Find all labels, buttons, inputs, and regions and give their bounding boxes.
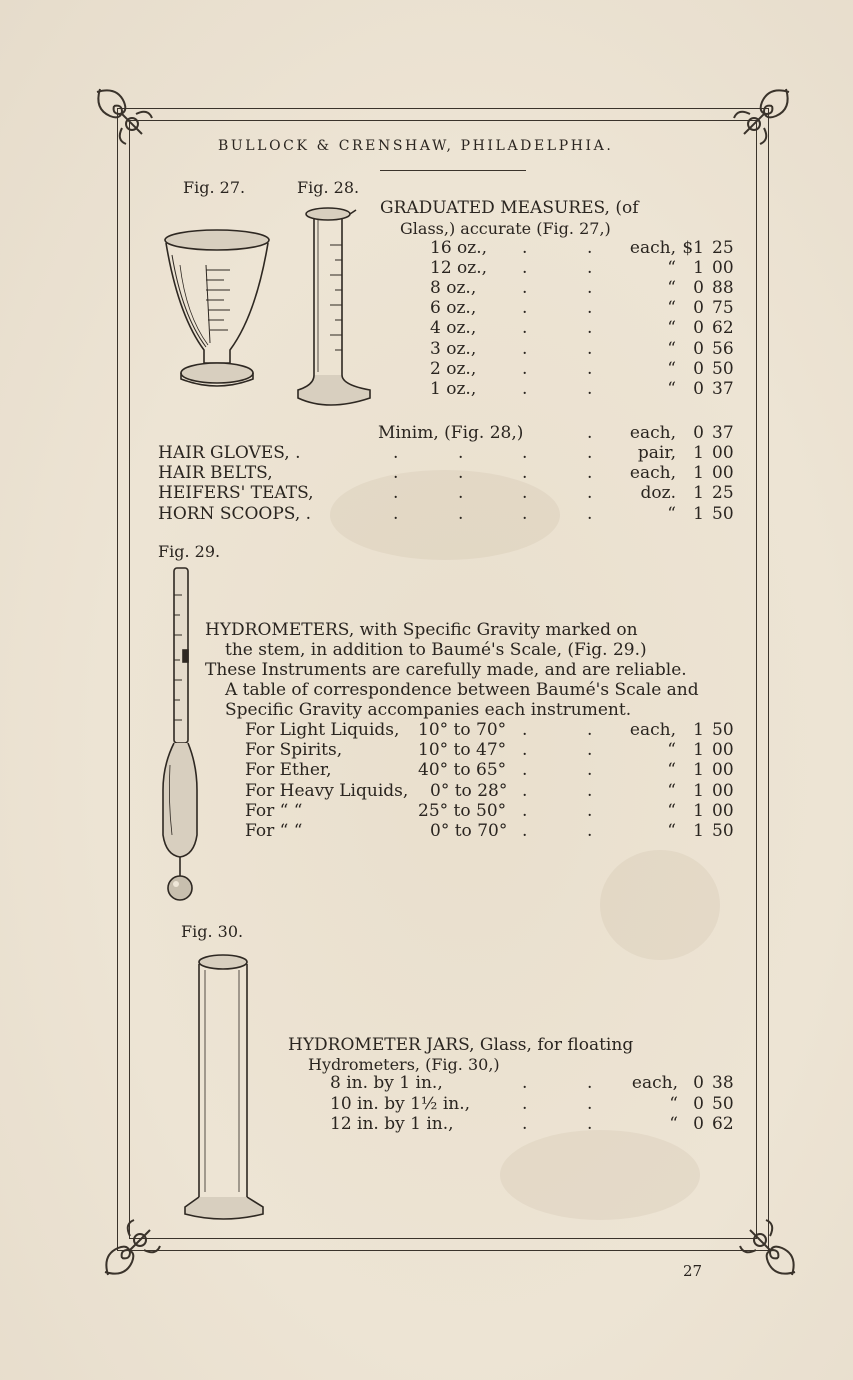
leader-dot: . xyxy=(587,760,593,781)
row-cents: 75 xyxy=(712,298,734,319)
row-unit: “ xyxy=(667,760,676,781)
leader-dot: . xyxy=(522,1114,528,1134)
leader-dot: . xyxy=(587,463,593,484)
jars-subtitle: Hydrometers, (Fig. 30,) xyxy=(308,1055,500,1074)
minim-cents: 37 xyxy=(712,423,734,443)
hydrometers-line-4: A table of correspondence between Baumé's Scale and xyxy=(225,680,699,700)
row-cents: 00 xyxy=(712,463,734,484)
leader-dot: . xyxy=(587,821,593,841)
minim-unit: each, xyxy=(629,423,676,443)
jars-title: HYDROMETER JARS, Glass, for floating xyxy=(288,1035,634,1055)
leader-dot: . xyxy=(522,483,528,504)
graduated-title: GRADUATED MEASURES, (of xyxy=(380,198,639,218)
corner-ornament-icon xyxy=(724,84,794,154)
row-cents: 25 xyxy=(712,238,734,258)
row-unit: “ xyxy=(667,298,676,319)
row-item: HEIFERS' TEATS, xyxy=(158,483,314,504)
row-unit: “ xyxy=(667,740,676,761)
hydrometers-line-2: the stem, in addition to Baumé's Scale, (Fig. 29.) xyxy=(225,640,647,660)
row-dollar: 1 xyxy=(693,258,704,279)
leader-dot: . xyxy=(522,800,528,821)
row-unit: “ xyxy=(667,503,676,524)
leader-dot: . xyxy=(393,483,399,504)
row-range: 25° to 50° xyxy=(418,800,507,821)
row-range: 40° to 65° xyxy=(418,760,507,781)
minim-dollar: 0 xyxy=(693,423,704,443)
row-unit: “ xyxy=(667,821,676,841)
leader-dot: . xyxy=(522,720,528,740)
leader-dot: . xyxy=(587,1114,593,1134)
row-item: HORN SCOOPS, . xyxy=(158,503,312,524)
corner-ornament-icon xyxy=(92,84,162,154)
leader-dot: . xyxy=(587,278,593,299)
leader-dot: . xyxy=(393,503,399,524)
leader-dot: . xyxy=(587,740,593,761)
row-cents: 00 xyxy=(712,760,734,781)
minim-measure-illustration xyxy=(290,200,375,412)
leader-dot: . xyxy=(458,463,464,484)
leader-dot: . xyxy=(522,378,528,399)
row-dollar: 1 xyxy=(693,503,704,524)
page-number: 27 xyxy=(683,1262,703,1280)
row-unit: “ xyxy=(667,800,676,821)
leader-dot: . xyxy=(587,238,593,258)
leader-dot: . xyxy=(522,443,528,463)
running-header: BULLOCK & CRENSHAW, PHILADELPHIA. xyxy=(218,138,614,154)
row-dollar: $1 xyxy=(682,238,704,258)
leader-dot: . xyxy=(587,1093,593,1114)
row-cents: 00 xyxy=(712,258,734,279)
row-cents: 50 xyxy=(712,720,734,740)
row-cents: 50 xyxy=(712,821,734,841)
row-cents: 00 xyxy=(712,780,734,801)
row-range: 0° to 28° xyxy=(430,780,508,801)
fig-28-caption: Fig. 28. xyxy=(297,178,360,197)
row-dollar: 1 xyxy=(693,443,704,463)
corner-ornament-icon xyxy=(730,1210,800,1280)
fig-27-caption: Fig. 27. xyxy=(183,178,246,197)
row-item: For Light Liquids, xyxy=(245,720,400,740)
leader-dot: . xyxy=(522,780,528,801)
fig-30-caption: Fig. 30. xyxy=(181,922,244,941)
row-cents: 62 xyxy=(712,318,734,339)
leader-dot: . xyxy=(522,821,528,841)
row-item: For Spirits, xyxy=(245,740,343,761)
leader-dot: . xyxy=(587,1073,593,1093)
leader-dot: . xyxy=(522,298,528,319)
row-range: 0° to 70° xyxy=(430,821,508,841)
row-cents: 50 xyxy=(712,503,734,524)
hydrometers-line-3: These Instruments are carefully made, and are reliable. xyxy=(205,660,687,680)
row-dollar: 1 xyxy=(693,760,704,781)
row-item: 10 in. by 1½ in., xyxy=(330,1093,471,1114)
row-dollar: 1 xyxy=(693,800,704,821)
leader-dot: . xyxy=(522,1093,528,1114)
row-dollar: 0 xyxy=(693,338,704,359)
leader-dot: . xyxy=(393,443,399,463)
leader-dot: . xyxy=(587,423,593,443)
row-dollar: 0 xyxy=(693,278,704,299)
row-unit: “ xyxy=(667,258,676,279)
row-item: For Ether, xyxy=(245,760,332,781)
row-item: 2 oz., xyxy=(430,358,477,379)
row-dollar: 0 xyxy=(693,378,704,399)
row-dollar: 0 xyxy=(693,318,704,339)
minim-item: Minim, (Fig. 28,) xyxy=(378,423,524,443)
leader-dot: . xyxy=(522,318,528,339)
row-cents: 37 xyxy=(712,378,734,399)
hydrometers-line-5: Specific Gravity accompanies each instrument. xyxy=(225,700,632,720)
leader-dot: . xyxy=(587,378,593,399)
row-cents: 50 xyxy=(712,1093,734,1114)
row-dollar: 0 xyxy=(693,298,704,319)
row-range: 10° to 47° xyxy=(418,740,507,761)
leader-dot: . xyxy=(393,463,399,484)
row-item: 6 oz., xyxy=(430,298,477,319)
row-unit: each, xyxy=(629,463,676,484)
row-unit: “ xyxy=(669,1114,678,1134)
row-dollar: 0 xyxy=(693,358,704,379)
row-item: HAIR GLOVES, . xyxy=(158,443,301,463)
row-dollar: 1 xyxy=(693,821,704,841)
fig-29-caption: Fig. 29. xyxy=(158,542,221,561)
graduated-measure-illustration xyxy=(160,225,275,395)
leader-dot: . xyxy=(522,503,528,524)
leader-dot: . xyxy=(458,483,464,504)
leader-dot: . xyxy=(587,720,593,740)
row-dollar: 1 xyxy=(693,780,704,801)
row-cents: 00 xyxy=(712,800,734,821)
row-dollar: 1 xyxy=(693,463,704,484)
row-dollar: 0 xyxy=(693,1114,704,1134)
row-unit: “ xyxy=(667,338,676,359)
leader-dot: . xyxy=(587,503,593,524)
leader-dot: . xyxy=(522,238,528,258)
row-item: For “ “ xyxy=(245,800,303,821)
leader-dot: . xyxy=(522,278,528,299)
row-cents: 88 xyxy=(712,278,734,299)
leader-dot: . xyxy=(587,318,593,339)
leader-dot: . xyxy=(522,463,528,484)
leader-dot: . xyxy=(587,358,593,379)
leader-dot: . xyxy=(522,338,528,359)
graduated-subtitle: Glass,) accurate (Fig. 27,) xyxy=(400,219,611,238)
row-cents: 62 xyxy=(712,1114,734,1134)
row-item: For “ “ xyxy=(245,821,303,841)
hydrometer-jar-illustration xyxy=(175,952,270,1224)
row-unit: pair, xyxy=(637,443,676,463)
row-unit: each, xyxy=(629,720,676,740)
row-cents: 00 xyxy=(712,443,734,463)
row-cents: 00 xyxy=(712,740,734,761)
row-item: 4 oz., xyxy=(430,318,477,339)
leader-dot: . xyxy=(587,483,593,504)
row-unit: “ xyxy=(667,358,676,379)
leader-dot: . xyxy=(587,298,593,319)
row-unit: “ xyxy=(667,780,676,801)
row-item: 12 in. by 1 in., xyxy=(330,1114,454,1134)
row-cents: 56 xyxy=(712,338,734,359)
row-item: 8 oz., xyxy=(430,278,477,299)
row-unit: doz. xyxy=(640,483,676,504)
row-dollar: 0 xyxy=(693,1093,704,1114)
row-item: For Heavy Liquids, xyxy=(245,780,409,801)
row-unit: “ xyxy=(667,278,676,299)
leader-dot: . xyxy=(522,358,528,379)
row-unit: each, xyxy=(631,1073,678,1093)
hydrometers-line-1: HYDROMETERS, with Specific Gravity marked on xyxy=(205,620,638,640)
row-cents: 50 xyxy=(712,358,734,379)
row-dollar: 1 xyxy=(693,483,704,504)
leader-dot: . xyxy=(458,443,464,463)
corner-ornament-icon xyxy=(100,1210,170,1280)
row-item: 16 oz., xyxy=(430,238,488,258)
row-item: 8 in. by 1 in., xyxy=(330,1073,443,1093)
leader-dot: . xyxy=(522,760,528,781)
leader-dot: . xyxy=(587,258,593,279)
leader-dot: . xyxy=(522,1073,528,1093)
hydrometer-illustration xyxy=(160,565,210,910)
row-unit: each, xyxy=(629,238,676,258)
leader-dot: . xyxy=(587,443,593,463)
leader-dot: . xyxy=(587,800,593,821)
row-unit: “ xyxy=(669,1093,678,1114)
row-cents: 38 xyxy=(712,1073,734,1093)
row-unit: “ xyxy=(667,378,676,399)
row-item: HAIR BELTS, xyxy=(158,463,273,484)
header-rule xyxy=(380,170,526,171)
leader-dot: . xyxy=(587,338,593,359)
row-dollar: 1 xyxy=(693,740,704,761)
leader-dot: . xyxy=(522,258,528,279)
leader-dot: . xyxy=(587,780,593,801)
row-item: 3 oz., xyxy=(430,338,477,359)
row-dollar: 0 xyxy=(693,1073,704,1093)
row-cents: 25 xyxy=(712,483,734,504)
leader-dot: . xyxy=(458,503,464,524)
row-range: 10° to 70° xyxy=(418,720,507,740)
row-item: 12 oz., xyxy=(430,258,488,279)
row-item: 1 oz., xyxy=(430,378,477,399)
row-dollar: 1 xyxy=(693,720,704,740)
row-unit: “ xyxy=(667,318,676,339)
leader-dot: . xyxy=(522,740,528,761)
